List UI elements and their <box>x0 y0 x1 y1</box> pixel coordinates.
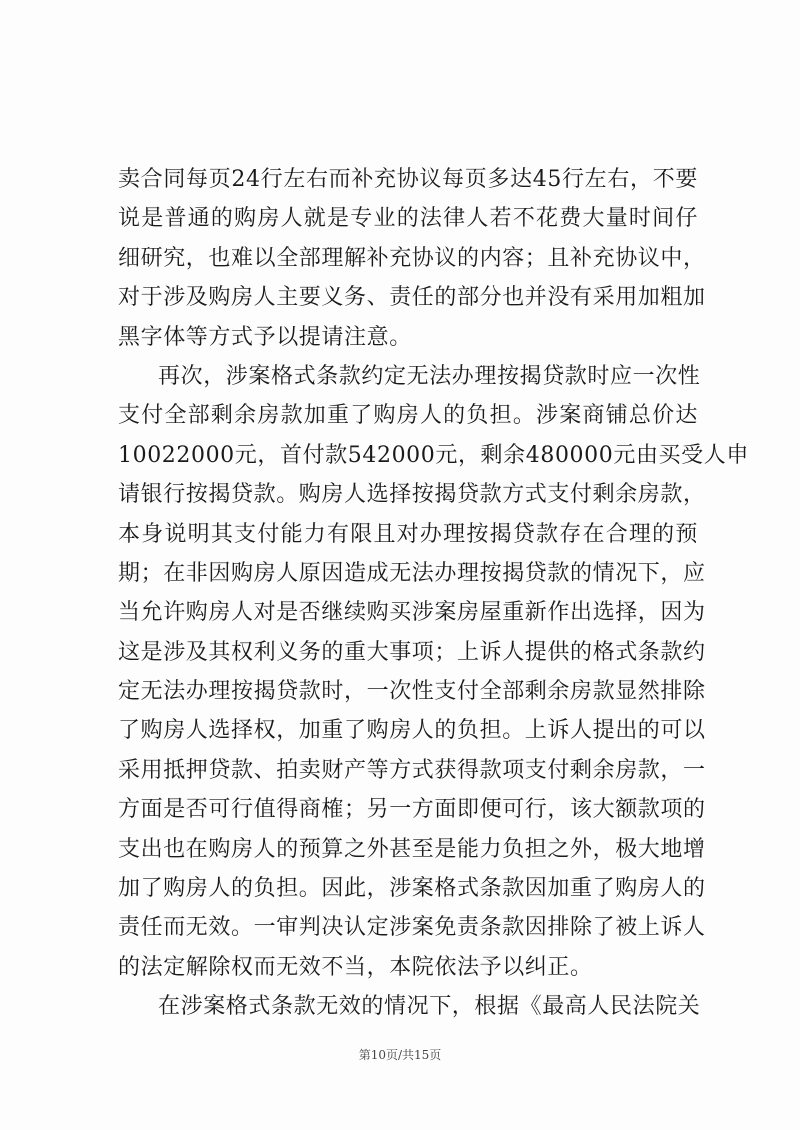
text-line: 本身说明其支付能力有限且对办理按揭贷款存在合理的预 <box>118 521 698 547</box>
text-line: 支出也在购房人的预算之外甚至是能力负担之外，极大地增 <box>118 836 706 862</box>
text-line: 责任而无效。一审判决认定涉案免责条款因排除了被上诉人 <box>118 915 706 941</box>
text-line: 说是普通的购房人就是专业的法律人若不花费大量时间仔 <box>118 206 698 232</box>
text-line: 支付全部剩余房款加重了购房人的负担。涉案商铺总价达 <box>118 403 698 429</box>
paragraph-start-line: 再次，涉案格式条款约定无法办理按揭贷款时应一次性 <box>158 363 701 389</box>
text-line: 加了购房人的负担。因此，涉案格式条款因加重了购房人的 <box>118 876 706 902</box>
paragraph-start-line: 在涉案格式条款无效的情况下，根据《最高人民法院关 <box>158 994 701 1020</box>
text-line: 期；在非因购房人原因造成无法办理按揭贷款的情况下，应 <box>118 560 706 586</box>
text-line: 的法定解除权而无效不当，本院依法予以纠正。 <box>118 954 593 980</box>
text-line: 这是涉及其权利义务的重大事项；上诉人提供的格式条款约 <box>118 639 706 665</box>
text-line: 黑字体等方式予以提请注意。 <box>118 324 412 350</box>
text-line: 方面是否可行值得商榷；另一方面即便可行，该大额款项的 <box>118 797 706 823</box>
text-line: 请银行按揭贷款。购房人选择按揭贷款方式支付剩余房款， <box>118 482 706 508</box>
text-line: 当允许购房人对是否继续购买涉案房屋重新作出选择，因为 <box>118 600 706 626</box>
text-line: 对于涉及购房人主要义务、责任的部分也并没有采用加粗加 <box>118 285 706 311</box>
text-line: 细研究，也难以全部理解补充协议的内容；且补充协议中， <box>118 245 706 271</box>
text-line: 了购房人选择权，加重了购房人的负担。上诉人提出的可以 <box>118 718 706 744</box>
text-line: 卖合同每页24行左右而补充协议每页多达45行左右，不要 <box>118 167 698 192</box>
page-number-footer: 第10页/共15页 <box>358 1048 442 1062</box>
text-line: 定无法办理按揭贷款时，一次性支付全部剩余房款显然排除 <box>118 679 706 705</box>
text-line: 10022000元，首付款542000元，剩余480000元由买受人申 <box>118 442 749 468</box>
document-body <box>118 160 749 1027</box>
text-line: 采用抵押贷款、拍卖财产等方式获得款项支付剩余房款，一 <box>118 757 706 783</box>
